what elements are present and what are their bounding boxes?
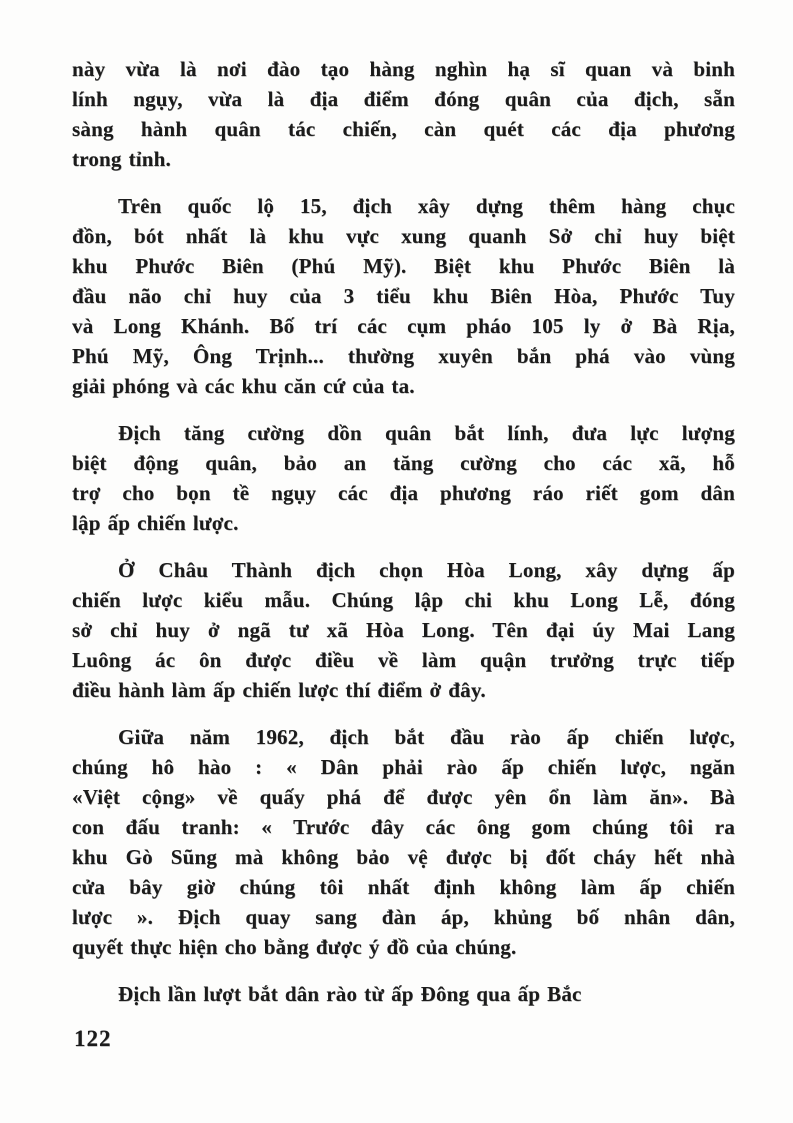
text-line: sở chỉ huy ở ngã tư xã Hòa Long. Tên đại úy Mai Lang [72,618,735,642]
text-line: Giữa năm 1962, địch bắt đầu rào ấp chiến lược, [118,725,735,749]
text-line: trong tỉnh. [72,147,171,171]
paragraph-1 [72,54,735,174]
text-line: Địch lần lượt bắt dân rào từ ấp Đông qua ấp Bắc [118,982,582,1006]
text-line: Luông ác ôn được điều về làm quận trưởng trực tiếp [72,648,735,672]
page-number: 122 [74,1026,112,1051]
text-line: lược ». Địch quay sang đàn áp, khủng bố nhân dân, [72,905,735,929]
text-line: này vừa là nơi đào tạo hàng nghìn hạ sĩ quan và binh [72,57,735,81]
paragraph-6 [72,979,735,1009]
text-line: khu Gò Sũng mà không bảo vệ được bị đốt cháy hết nhà [72,845,735,869]
text-line: Phú Mỹ, Ông Trịnh... thường xuyên bắn phá vào vùng [72,344,735,368]
text-line: biệt động quân, bảo an tăng cường cho các xã, hỗ [72,451,735,475]
text-line: điều hành làm ấp chiến lược thí điểm ở đây. [72,678,486,702]
text-line: và Long Khánh. Bố trí các cụm pháo 105 ly ở Bà Rịa, [72,314,735,338]
text-line: con đấu tranh: « Trước đây các ông gom chúng tôi ra [72,815,735,839]
paragraph-3 [72,418,735,538]
paragraph-5 [72,722,735,962]
text-line: chiến lược kiểu mẫu. Chúng lập chi khu Long Lễ, đóng [72,588,735,612]
text-line: giải phóng và các khu căn cứ của ta. [72,374,415,398]
text-line: cửa bây giờ chúng tôi nhất định không làm ấp chiến [72,875,735,899]
text-block [72,54,735,1026]
text-line: quyết thực hiện cho bằng được ý đồ của chúng. [72,935,517,959]
text-line: lập ấp chiến lược. [72,511,239,535]
text-line: Ở Châu Thành địch chọn Hòa Long, xây dựng ấp [118,558,735,582]
text-line: lính ngụy, vừa là địa điểm đóng quân của địch, sẵn [72,87,735,111]
text-line: sàng hành quân tác chiến, càn quét các địa phương [72,117,735,141]
text-line: Trên quốc lộ 15, địch xây dựng thêm hàng chục [118,194,735,218]
text-line: khu Phước Biên (Phú Mỹ). Biệt khu Phước Biên là [72,254,735,278]
paragraph-4 [72,555,735,705]
text-line: đồn, bót nhất là khu vực xung quanh Sở chỉ huy biệt [72,224,735,248]
text-line: chúng hô hào : « Dân phải rào ấp chiến lược, ngăn [72,755,735,779]
paragraph-2 [72,191,735,401]
text-line: đầu não chỉ huy của 3 tiểu khu Biên Hòa, Phước Tuy [72,284,735,308]
text-line: trợ cho bọn tề ngụy các địa phương ráo riết gom dân [72,481,735,505]
text-line: Địch tăng cường dồn quân bắt lính, đưa lực lượng [118,421,735,445]
text-line: «Việt cộng» về quấy phá để được yên ổn làm ăn». Bà [72,785,735,809]
